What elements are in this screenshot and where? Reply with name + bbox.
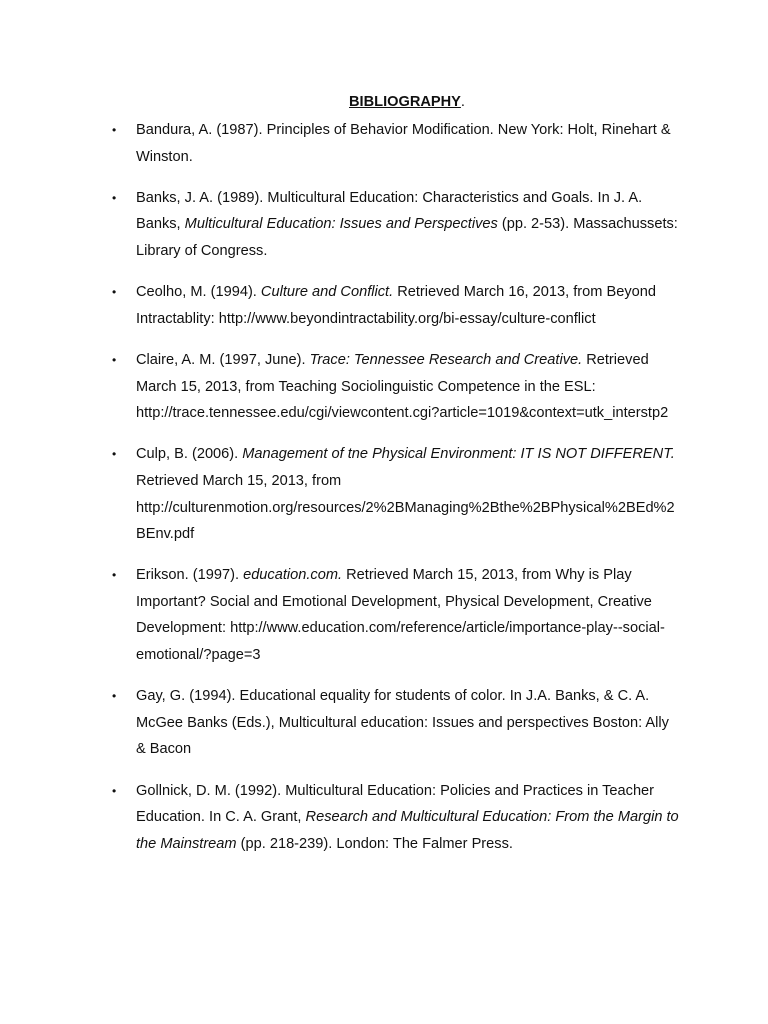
title-suffix: . (460, 94, 465, 110)
entry-title-italic: Research and Multicultural Education: From the Margin to the Mainstream (136, 809, 679, 852)
entry-title-italic: education.com. (243, 567, 343, 584)
entry-text-rest: (pp. 218-239). London: The Falmer Press. (236, 835, 513, 852)
entry-text-rest: Retrieved March 16, 2013, from Beyond Intractablity: http://www.beyondintractability.org/bi-essay/culture-conflict (136, 284, 656, 327)
entry-text (136, 117, 680, 170)
entry-text (136, 683, 680, 763)
entry-text-rest: (pp. 2-53). Massachussets: Library of Congress. (136, 216, 678, 259)
page-title (0, 92, 768, 112)
entry-title-italic: Multicultural Education: Issues and Perspectives (184, 216, 498, 233)
entry-text-plain: Gollnick, D. M. (1992). Multicultural Education: Policies and Practices in Teacher Education. In C. A. Grant, (136, 782, 655, 826)
entry-text (136, 279, 680, 332)
entry-title-italic: Management of tne Physical Environment: IT IS NOT DIFFERENT. (242, 446, 675, 463)
bibliography-entry (110, 562, 680, 668)
bullet-icon: • (112, 352, 117, 367)
bullet-icon: • (112, 783, 117, 798)
entry-text-plain: Ceolho, M. (1994). (136, 284, 261, 301)
bibliography-entry (110, 347, 680, 427)
bullet-icon: • (112, 568, 117, 583)
entry-text-plain: Claire, A. M. (1997, June). (136, 351, 310, 368)
entry-text (136, 562, 680, 668)
entry-text (136, 778, 680, 858)
entry-title-italic: Trace: Tennessee Research and Creative. (309, 351, 583, 368)
bullet-icon: • (112, 689, 117, 704)
entry-text (136, 441, 680, 547)
entry-text-plain: Culp, B. (2006). (136, 446, 243, 463)
entry-text-rest: Retrieved March 15, 2013, from http://culturenmotion.org/resources/2%2BManaging%2Bthe%2BPhysical%2BEd%2BEnv.pdf (136, 472, 675, 543)
bibliography-entry (110, 683, 680, 763)
entry-text (136, 185, 680, 265)
entry-text-rest: Retrieved March 15, 2013, from Why is Play Important? Social and Emotional Development, Physical Development, Creative Development: http://www.education.com/reference/article/importance-play--social-emotional/?page=3 (136, 567, 665, 664)
bullet-icon: • (112, 447, 117, 462)
bibliography-list (110, 117, 680, 872)
entry-text-plain: Gay, G. (1994). Educational equality for students of color. In J.A. Banks, & C. A. McGee Banks (Eds.), Multicultural education: Issues and perspectives Boston: Ally & Bacon (136, 688, 669, 758)
entry-title-italic: Culture and Conflict. (260, 284, 394, 301)
title-text: BIBLIOGRAPHY (349, 94, 461, 110)
bibliography-entry (110, 117, 680, 170)
bullet-icon: • (112, 285, 117, 300)
entry-text-plain: Banks, J. A. (1989). Multicultural Education: Characteristics and Goals. In J. A. Banks, (136, 189, 643, 233)
entry-text-rest: Retrieved March 15, 2013, from Teaching Sociolinguistic Competence in the ESL: http://trace.tennessee.edu/cgi/viewcontent.cgi?article=1019&context=utk_interstp2 (136, 351, 669, 422)
entry-text (136, 347, 680, 427)
bullet-icon: • (112, 190, 117, 205)
bibliography-entry (110, 778, 680, 858)
bibliography-entry (110, 441, 680, 547)
bibliography-entry (110, 279, 680, 332)
entry-text-plain: Bandura, A. (1987). Principles of Behavior Modification. New York: Holt, Rinehart & Winston. (136, 122, 671, 165)
entry-text-plain: Erikson. (1997). (136, 567, 244, 584)
bibliography-entry (110, 185, 680, 265)
bullet-icon: • (112, 123, 117, 137)
